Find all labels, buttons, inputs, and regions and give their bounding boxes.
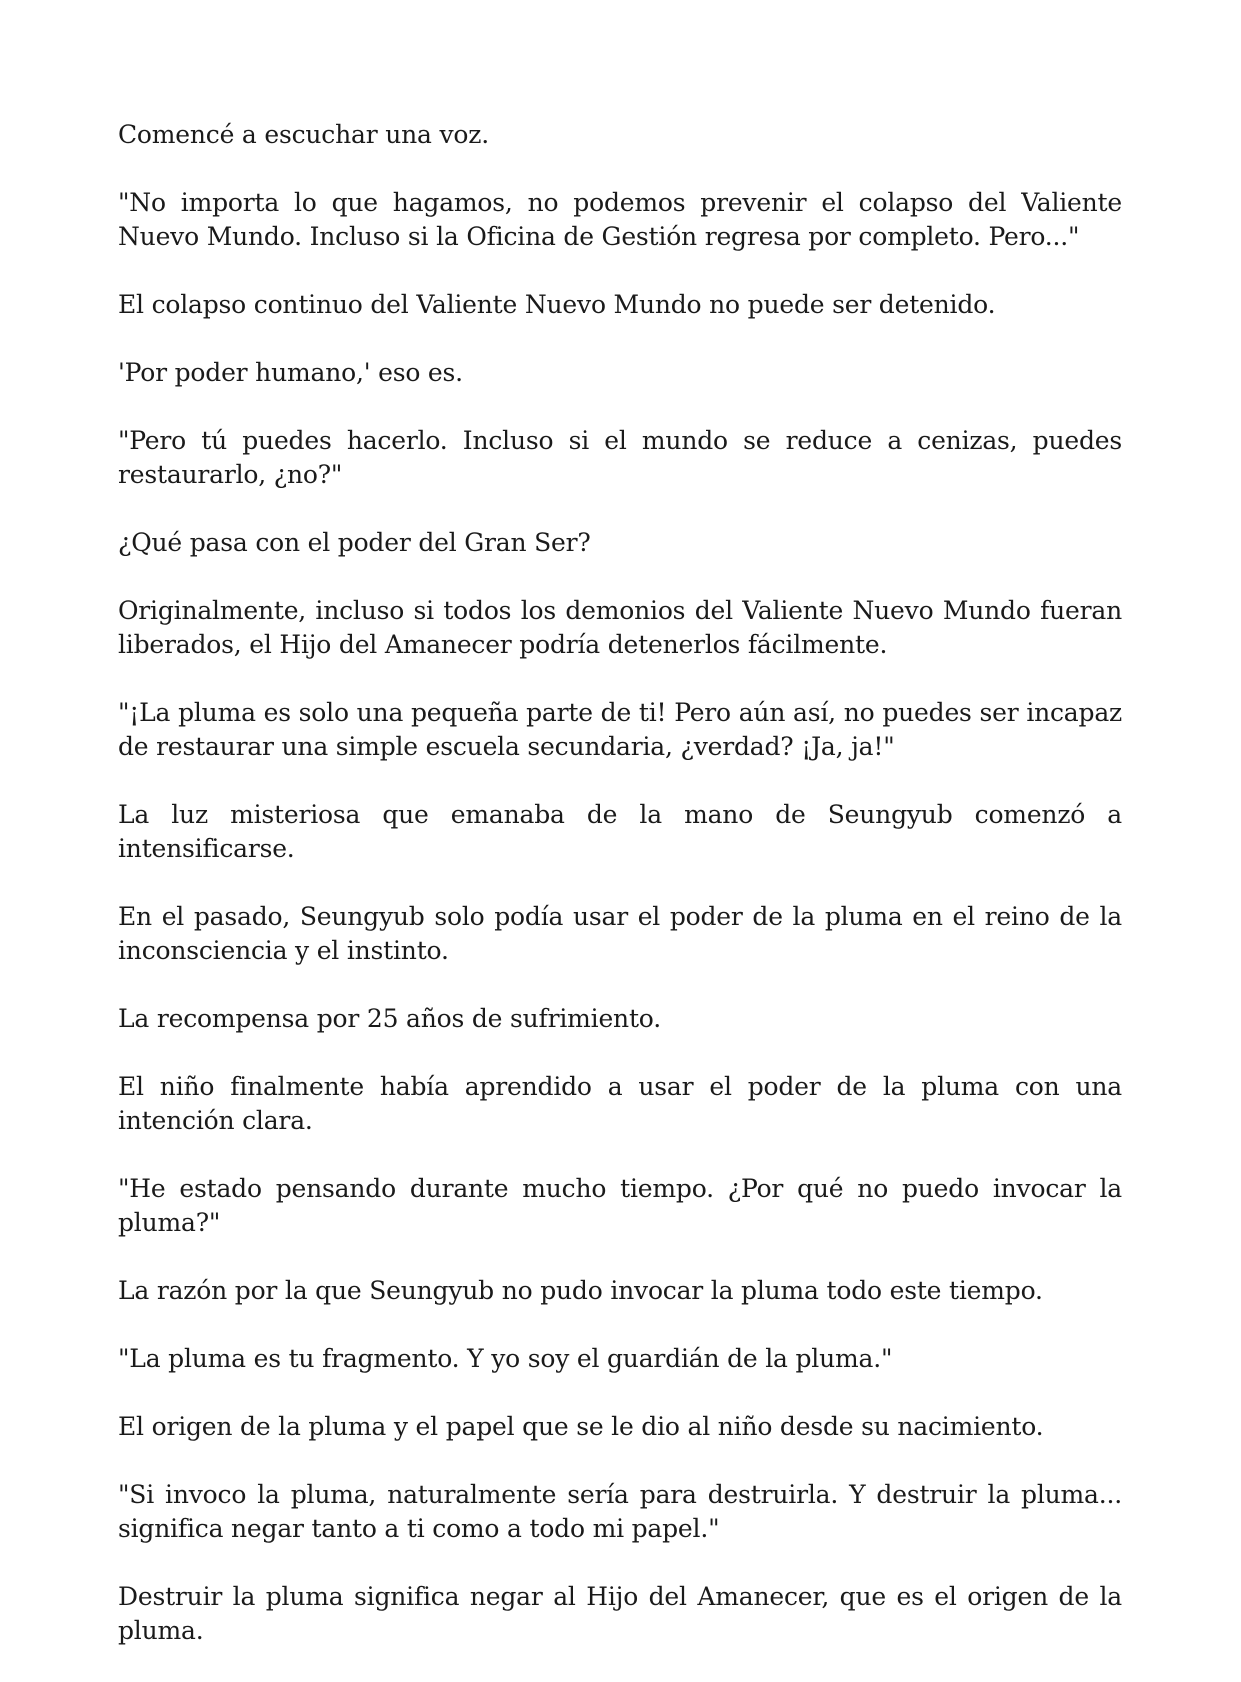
paragraph: "Si invoco la pluma, naturalmente sería para destruirla. Y destruir la pluma... significa negar tanto a ti como a todo mi papel." [118,1480,1122,1543]
paragraph: La recompensa por 25 años de sufrimiento. [118,1004,661,1033]
paragraph: Destruir la pluma significa negar al Hijo del Amanecer, que es el origen de la pluma. [118,1582,1122,1645]
document-text [118,118,1122,1682]
paragraph: La razón por la que Seungyub no pudo invocar la pluma todo este tiempo. [118,1276,1043,1305]
paragraph: "La pluma es tu fragmento. Y yo soy el guardián de la pluma." [118,1344,893,1373]
paragraph: El colapso continuo del Valiente Nuevo Mundo no puede ser detenido. [118,290,996,319]
paragraph: Comencé a escuchar una voz. [118,120,489,149]
paragraph: "Pero tú puedes hacerlo. Incluso si el mundo se reduce a cenizas, puedes restaurarlo, ¿no?" [118,426,1122,489]
paragraph: "No importa lo que hagamos, no podemos prevenir el colapso del Valiente Nuevo Mundo. Incluso si la Oficina de Gestión regresa por completo. Pero..." [118,188,1122,251]
paragraph: 'Por poder humano,' eso es. [118,358,463,387]
paragraph: Originalmente, incluso si todos los demonios del Valiente Nuevo Mundo fueran liberados, el Hijo del Amanecer podría detenerlos fácilmente. [118,596,1122,659]
paragraph: ¿Qué pasa con el poder del Gran Ser? [118,528,591,557]
paragraph: La luz misteriosa que emanaba de la mano de Seungyub comenzó a intensificarse. [118,800,1122,863]
paragraph: "He estado pensando durante mucho tiempo. ¿Por qué no puedo invocar la pluma?" [118,1174,1122,1237]
paragraph: "¡La pluma es solo una pequeña parte de ti! Pero aún así, no puedes ser incapaz de restaurar una simple escuela secundaria, ¿verdad? ¡Ja, ja!" [118,698,1122,761]
paragraph: En el pasado, Seungyub solo podía usar el poder de la pluma en el reino de la inconsciencia y el instinto. [118,902,1122,965]
paragraph: El origen de la pluma y el papel que se le dio al niño desde su nacimiento. [118,1412,1044,1441]
paragraph: El niño finalmente había aprendido a usar el poder de la pluma con una intención clara. [118,1072,1122,1135]
